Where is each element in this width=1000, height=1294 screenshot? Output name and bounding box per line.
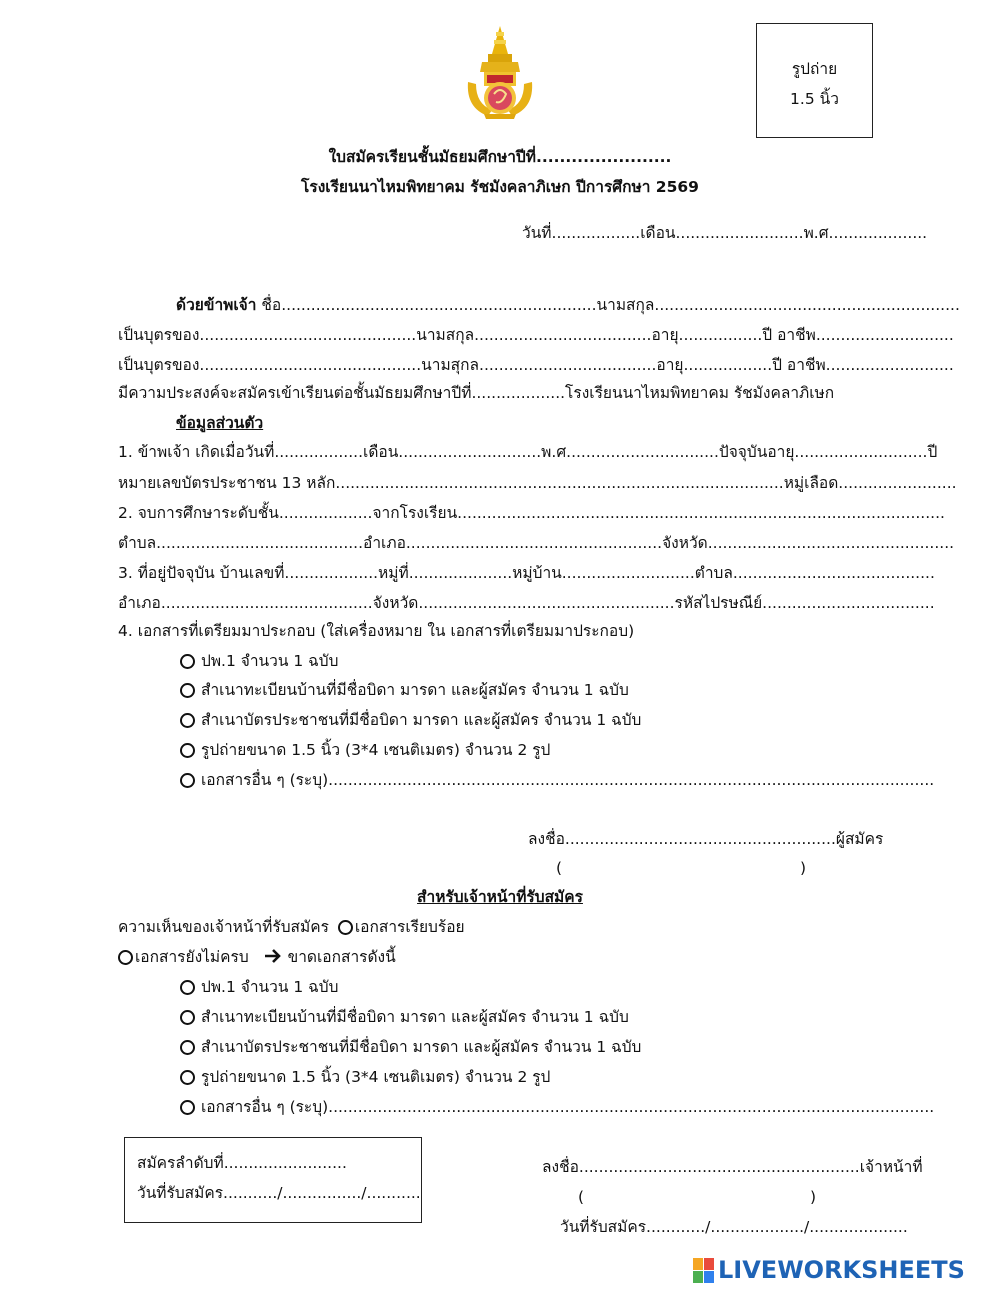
address-line[interactable]: 3. ที่อยู่ปัจจุบัน บ้านเลขที่...................หมู่ที่.....................หมู่บ้าน...........................ตำบล......................................... [118, 564, 935, 582]
applicant-signature-line[interactable]: ลงชื่อ.......................................................ผู้สมัคร [528, 830, 884, 848]
education-line[interactable]: 2. จบการศึกษาระดับชั้น...................จากโรงเรียน................................................................................................... [118, 504, 945, 522]
registration-order[interactable]: สมัครลำดับที่......................... [137, 1154, 347, 1172]
radio-circle-icon[interactable] [180, 743, 195, 758]
radio-circle-icon[interactable] [338, 920, 353, 935]
officer-doc-item[interactable] [180, 1036, 641, 1058]
address-line-2[interactable]: อำเภอ...........................................จังหวัด....................................................รหัสไปรษณีย์................................... [118, 594, 935, 612]
personal-heading: ข้อมูลส่วนตัว [176, 414, 264, 432]
doc-label: สำเนาทะเบียนบ้านที่มีชื่อบิดา มารดา และผู้สมัคร จำนวน 1 ฉบับ [201, 681, 629, 699]
parent2-line[interactable]: เป็นบุตรของ.............................................นามสุกล....................................อายุ..................ปี อาชีพ.......................... [118, 356, 954, 374]
applicant-paren-close: ) [800, 859, 807, 877]
form-title: ใบสมัครเรียนชั้นมัธยมศึกษาปีที่....................... [328, 148, 672, 166]
radio-circle-icon[interactable] [180, 1010, 195, 1025]
doc-label: สำเนาทะเบียนบ้านที่มีชื่อบิดา มารดา และผู้สมัคร จำนวน 1 ฉบับ [201, 1008, 629, 1026]
doc-label: สำเนาบัตรประชาชนที่มีชื่อบิดา มารดา และผู้สมัคร จำนวน 1 ฉบับ [201, 711, 642, 729]
doc-label: ปพ.1 จำนวน 1 ฉบับ [201, 978, 339, 996]
registration-box [124, 1137, 422, 1223]
photo-box [756, 23, 873, 138]
radio-circle-icon[interactable] [180, 1070, 195, 1085]
school-location-line[interactable]: ตำบล..........................................อำเภอ....................................................จังหวัด.................................................. [118, 534, 955, 552]
photo-box-size: 1.5 นิ้ว [790, 90, 839, 108]
radio-circle-icon[interactable] [180, 1040, 195, 1055]
radio-circle-icon[interactable] [180, 713, 195, 728]
incomplete-line [118, 946, 396, 968]
officer-paren-open: ( [578, 1188, 585, 1206]
doc-item[interactable] [180, 679, 629, 701]
liveworksheets-logo [693, 1255, 965, 1285]
officer-doc-item[interactable] [180, 1096, 934, 1118]
doc-item[interactable] [180, 769, 934, 791]
radio-circle-icon[interactable] [118, 950, 133, 965]
officer-doc-item[interactable] [180, 976, 338, 998]
arrow-right-icon [264, 948, 282, 964]
doc-label: สำเนาบัตรประชาชนที่มีชื่อบิดา มารดา และผู้สมัคร จำนวน 1 ฉบับ [201, 1038, 642, 1056]
doc-label: เอกสารอื่น ๆ (ระบุ)........................................................................................................................... [201, 1098, 935, 1116]
officer-doc-item[interactable] [180, 1066, 550, 1088]
officer-paren-close: ) [810, 1188, 817, 1206]
complete-option: เอกสารเรียบร้อย [354, 918, 465, 936]
officer-signature-line[interactable]: ลงชื่อ.........................................................เจ้าหน้าที่ [542, 1158, 923, 1176]
officer-doc-item[interactable] [180, 1006, 629, 1028]
documents-heading: 4. เอกสารที่เตรียมมาประกอบ (ใส่เครื่องหมาย ใน เอกสารที่เตรียมมาประกอบ) [118, 622, 635, 640]
school-emblem [462, 24, 538, 120]
applicant-intro: ด้วยข้าพเจ้า [176, 296, 257, 314]
radio-circle-icon[interactable] [180, 773, 195, 788]
doc-item[interactable] [180, 709, 641, 731]
doc-item[interactable] [180, 739, 550, 761]
photo-box-label: รูปถ่าย [791, 60, 838, 78]
parent1-line[interactable]: เป็นบุตรของ............................................นามสกุล....................................อายุ.................ปี อาชีพ............................ [118, 326, 954, 344]
applicant-name-line [176, 294, 960, 316]
radio-circle-icon[interactable] [180, 683, 195, 698]
radio-circle-icon[interactable] [180, 1100, 195, 1115]
officer-opinion-line [118, 916, 465, 938]
doc-label: รูปถ่ายขนาด 1.5 นิ้ว (3*4 เซนติเมตร) จำนวน 2 รูป [201, 741, 551, 759]
doc-label: เอกสารอื่น ๆ (ระบุ)........................................................................................................................... [201, 771, 935, 789]
applicant-name-field[interactable]: ชื่อ................................................................นามสกุล.............................................................. [256, 296, 960, 314]
radio-circle-icon[interactable] [180, 654, 195, 669]
liveworksheets-cubes-icon [693, 1258, 714, 1283]
purpose-line[interactable]: มีความประสงค์จะสมัครเข้าเรียนต่อชั้นมัธยมศึกษาปีที่...................โรงเรียนนาไหมพิทยาคม รัชมังคลาภิเษก [118, 384, 835, 402]
birth-line[interactable]: 1. ข้าพเจ้า เกิดเมื่อวันที่..................เดือน.............................พ.ศ...............................ปัจจุบันอายุ...........................ปี [118, 443, 938, 461]
school-emblem-icon [462, 24, 538, 120]
id-card-line[interactable]: หมายเลขบัตรประชาชน 13 หลัก...........................................................................................หมู่เลือด........................ [118, 474, 957, 492]
missing-label: ขาดเอกสารดังนี้ [287, 948, 396, 966]
doc-item[interactable] [180, 650, 338, 672]
officer-opinion-label: ความเห็นของเจ้าหน้าที่รับสมัคร [118, 918, 329, 936]
school-title: โรงเรียนนาไหมพิทยาคม รัชมังคลาภิเษก ปีการศึกษา 2569 [301, 178, 699, 196]
liveworksheets-text: LIVEWORKSHEETS [718, 1256, 965, 1284]
officer-date-line[interactable]: วันที่รับสมัคร............/.................../.................... [560, 1218, 908, 1236]
applicant-paren-open: ( [556, 859, 563, 877]
doc-label: รูปถ่ายขนาด 1.5 นิ้ว (3*4 เซนติเมตร) จำนวน 2 รูป [201, 1068, 551, 1086]
registration-date[interactable]: วันที่รับสมัคร.........../................/........... [137, 1184, 421, 1202]
incomplete-option: เอกสารยังไม่ครบ [135, 948, 249, 966]
radio-circle-icon[interactable] [180, 980, 195, 995]
date-line: วันที่..................เดือน..........................พ.ศ.................... [522, 224, 928, 242]
officer-heading: สำหรับเจ้าหน้าที่รับสมัคร [417, 888, 583, 906]
doc-label: ปพ.1 จำนวน 1 ฉบับ [201, 652, 339, 670]
